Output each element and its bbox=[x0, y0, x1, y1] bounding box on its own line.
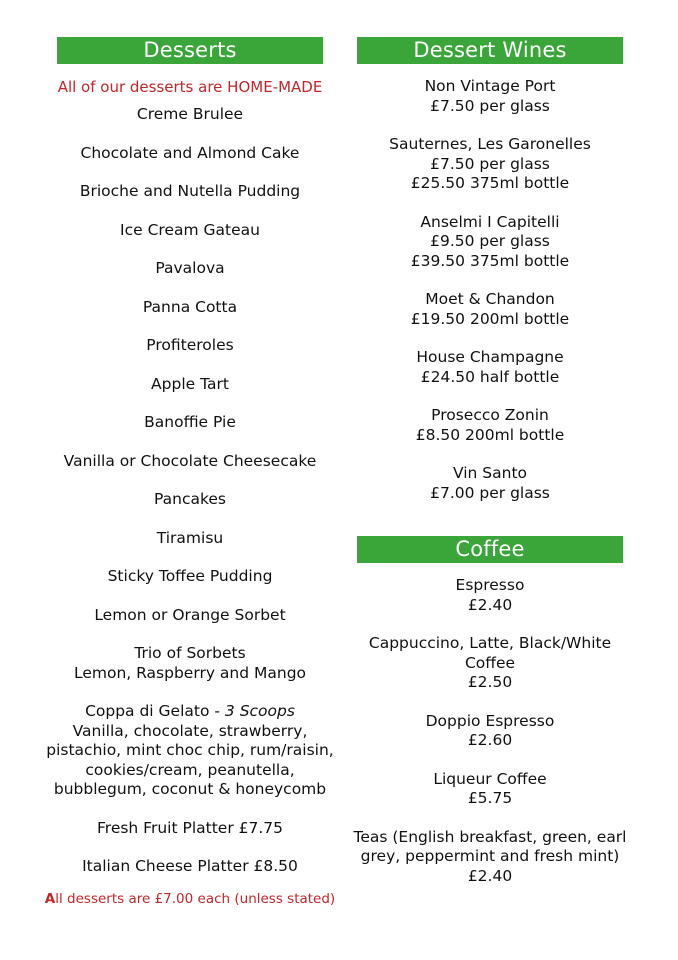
trio-title: Trio of Sorbets bbox=[134, 644, 246, 662]
dessert-item: Tiramisu bbox=[156, 528, 224, 547]
coffee-price: £2.60 bbox=[467, 731, 513, 749]
dessert-wines-heading: Dessert Wines bbox=[357, 37, 623, 64]
wine-name: Non Vintage Port bbox=[424, 77, 556, 95]
dessert-item: Brioche and Nutella Pudding bbox=[79, 182, 301, 200]
coffee-name: Espresso bbox=[455, 576, 525, 594]
wine-entry bbox=[357, 77, 623, 116]
dessert-item: Panna Cotta bbox=[142, 297, 238, 316]
coppa-flavours-2: pistachio, mint choc chip, rum/raisin, bbox=[46, 741, 334, 759]
coffee-price: £5.75 bbox=[467, 789, 513, 807]
dessert-item: Creme Brulee bbox=[136, 105, 244, 123]
price-note: All desserts are £7.00 each (unless stated) bbox=[44, 890, 336, 907]
coffee-heading: Coffee bbox=[357, 536, 623, 563]
coffee-entry bbox=[357, 712, 623, 751]
wine-price: £7.50 per glass bbox=[430, 154, 550, 173]
coffee-name-cont: Coffee bbox=[464, 653, 516, 672]
wines-list bbox=[357, 77, 623, 503]
dessert-item: Pavalova bbox=[155, 259, 225, 277]
desserts-list bbox=[46, 105, 334, 877]
wine-price: £7.50 per glass bbox=[430, 96, 550, 115]
wine-name: Prosecco Zonin bbox=[431, 406, 549, 424]
wine-name: Moet & Chandon bbox=[425, 290, 555, 308]
coppa-scoops: 3 Scoops bbox=[224, 702, 295, 720]
homemade-note: All of our desserts are HOME-MADE bbox=[57, 78, 323, 96]
wine-price: £19.50 200ml bottle bbox=[410, 309, 570, 328]
dessert-item: Vanilla or Chocolate Cheesecake bbox=[63, 451, 317, 470]
coppa-flavours-3: cookies/cream, peanutella, bbox=[85, 760, 295, 779]
dessert-item: Apple Tart bbox=[151, 374, 229, 393]
desserts-heading: Desserts bbox=[57, 37, 323, 64]
coppa-flavours-4: bubblegum, coconut & honeycomb bbox=[53, 780, 327, 798]
wine-price: £25.50 375ml bottle bbox=[410, 174, 570, 192]
dessert-item: Pancakes bbox=[153, 490, 227, 508]
coppa-flavours-1: Vanilla, chocolate, strawberry, bbox=[72, 721, 308, 740]
teas-line-2: grey, peppermint and fresh mint) bbox=[360, 847, 620, 865]
coffee-entry bbox=[357, 576, 623, 615]
wine-name: Sauternes, Les Garonelles bbox=[389, 135, 591, 153]
coffee-name: Doppio Espresso bbox=[425, 711, 555, 730]
drinks-column bbox=[353, 37, 627, 886]
wine-name: Vin Santo bbox=[452, 464, 528, 482]
wine-price: £9.50 per glass bbox=[430, 232, 550, 250]
dessert-item: Banoffie Pie bbox=[144, 413, 236, 431]
wine-price: £7.00 per glass bbox=[430, 483, 550, 502]
coffee-list bbox=[353, 576, 627, 886]
dessert-item: Lemon or Orange Sorbet bbox=[94, 605, 286, 624]
wine-entry bbox=[357, 348, 623, 387]
coffee-entry bbox=[335, 634, 645, 693]
trio-flavours: Lemon, Raspberry and Mango bbox=[73, 663, 307, 682]
cheese-platter: Italian Cheese Platter £8.50 bbox=[82, 857, 298, 875]
wine-name: Anselmi I Capitelli bbox=[420, 212, 560, 231]
dessert-item: Profiteroles bbox=[146, 336, 234, 354]
teas-entry bbox=[335, 828, 645, 887]
desserts-column bbox=[44, 37, 336, 908]
coffee-price: £2.40 bbox=[467, 595, 513, 614]
wine-price: £8.50 200ml bottle bbox=[415, 425, 565, 444]
wine-price: £39.50 375ml bottle bbox=[410, 251, 570, 270]
wine-entry bbox=[357, 135, 623, 194]
coffee-entry bbox=[357, 770, 623, 809]
trio-of-sorbets bbox=[57, 644, 323, 683]
coffee-name: Cappuccino, Latte, Black/White bbox=[368, 634, 612, 652]
dessert-item: Sticky Toffee Pudding bbox=[107, 567, 273, 585]
teas-price: £2.40 bbox=[467, 866, 513, 885]
wine-entry bbox=[357, 213, 623, 272]
dessert-item: Chocolate and Almond Cake bbox=[80, 143, 300, 162]
coppa-di-gelato bbox=[35, 702, 345, 800]
wine-price: £24.50 half bottle bbox=[420, 367, 560, 386]
coffee-name: Liqueur Coffee bbox=[433, 769, 547, 788]
dessert-item: Ice Cream Gateau bbox=[120, 220, 260, 239]
coppa-title: Coppa di Gelato - 3 Scoops bbox=[85, 702, 295, 720]
teas-line-1: Teas (English breakfast, green, earl bbox=[353, 827, 627, 846]
wine-entry bbox=[357, 406, 623, 445]
wine-entry bbox=[357, 464, 623, 503]
fruit-platter: Fresh Fruit Platter £7.75 bbox=[97, 818, 283, 837]
coffee-price: £2.50 bbox=[467, 673, 513, 691]
wine-entry bbox=[357, 290, 623, 329]
wine-name: House Champagne bbox=[416, 348, 564, 366]
